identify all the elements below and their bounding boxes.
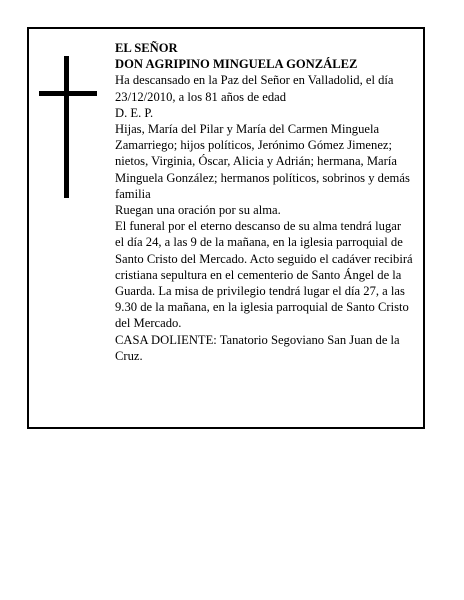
cross-icon (39, 56, 97, 198)
cross-horizontal-bar (39, 91, 97, 96)
notice-heading: EL SEÑOR (115, 41, 178, 55)
prayer-request: Ruegan una oración por su alma. (115, 203, 281, 218)
mourning-house: CASA DOLIENTE: Tanatorio Segoviano San Juan de la Cruz. (115, 332, 400, 363)
funeral-details: El funeral por el eterno descanso de su alma tendrá lugar el día 24, a las 9 de la mañana, en la iglesia parroquial de Santo Cristo del Mercado. Acto seguido el cadáver recibirá cristiana sepultura en el cementerio de Santo Ángel de la Guarda. La misa de privilegio tendrá lugar el día 27, a las 9.30 de la mañana, en la iglesia parroquial de Santo Cristo del Mercado. (115, 219, 413, 331)
obituary-notice (27, 27, 425, 429)
deceased-name: DON AGRIPINO MINGUELA GONZÁLEZ (115, 57, 358, 72)
cross-vertical-bar (64, 56, 69, 198)
family-list: Hijas, María del Pilar y María del Carmen Minguela Zamarriego; hijos políticos, Jerónimo Gómez Jimenez; nietos, Virginia, Óscar, Alicia y Adrián; hermana, María Minguela González; hermanos políticos, sobrinos y demás familia (115, 122, 410, 201)
death-statement: Ha descansado en la Paz del Señor en Valladolid, el día 23/12/2010, a los 81 años de edad (115, 73, 394, 104)
rip-line: D. E. P. (115, 105, 154, 120)
obituary-text (115, 40, 413, 364)
